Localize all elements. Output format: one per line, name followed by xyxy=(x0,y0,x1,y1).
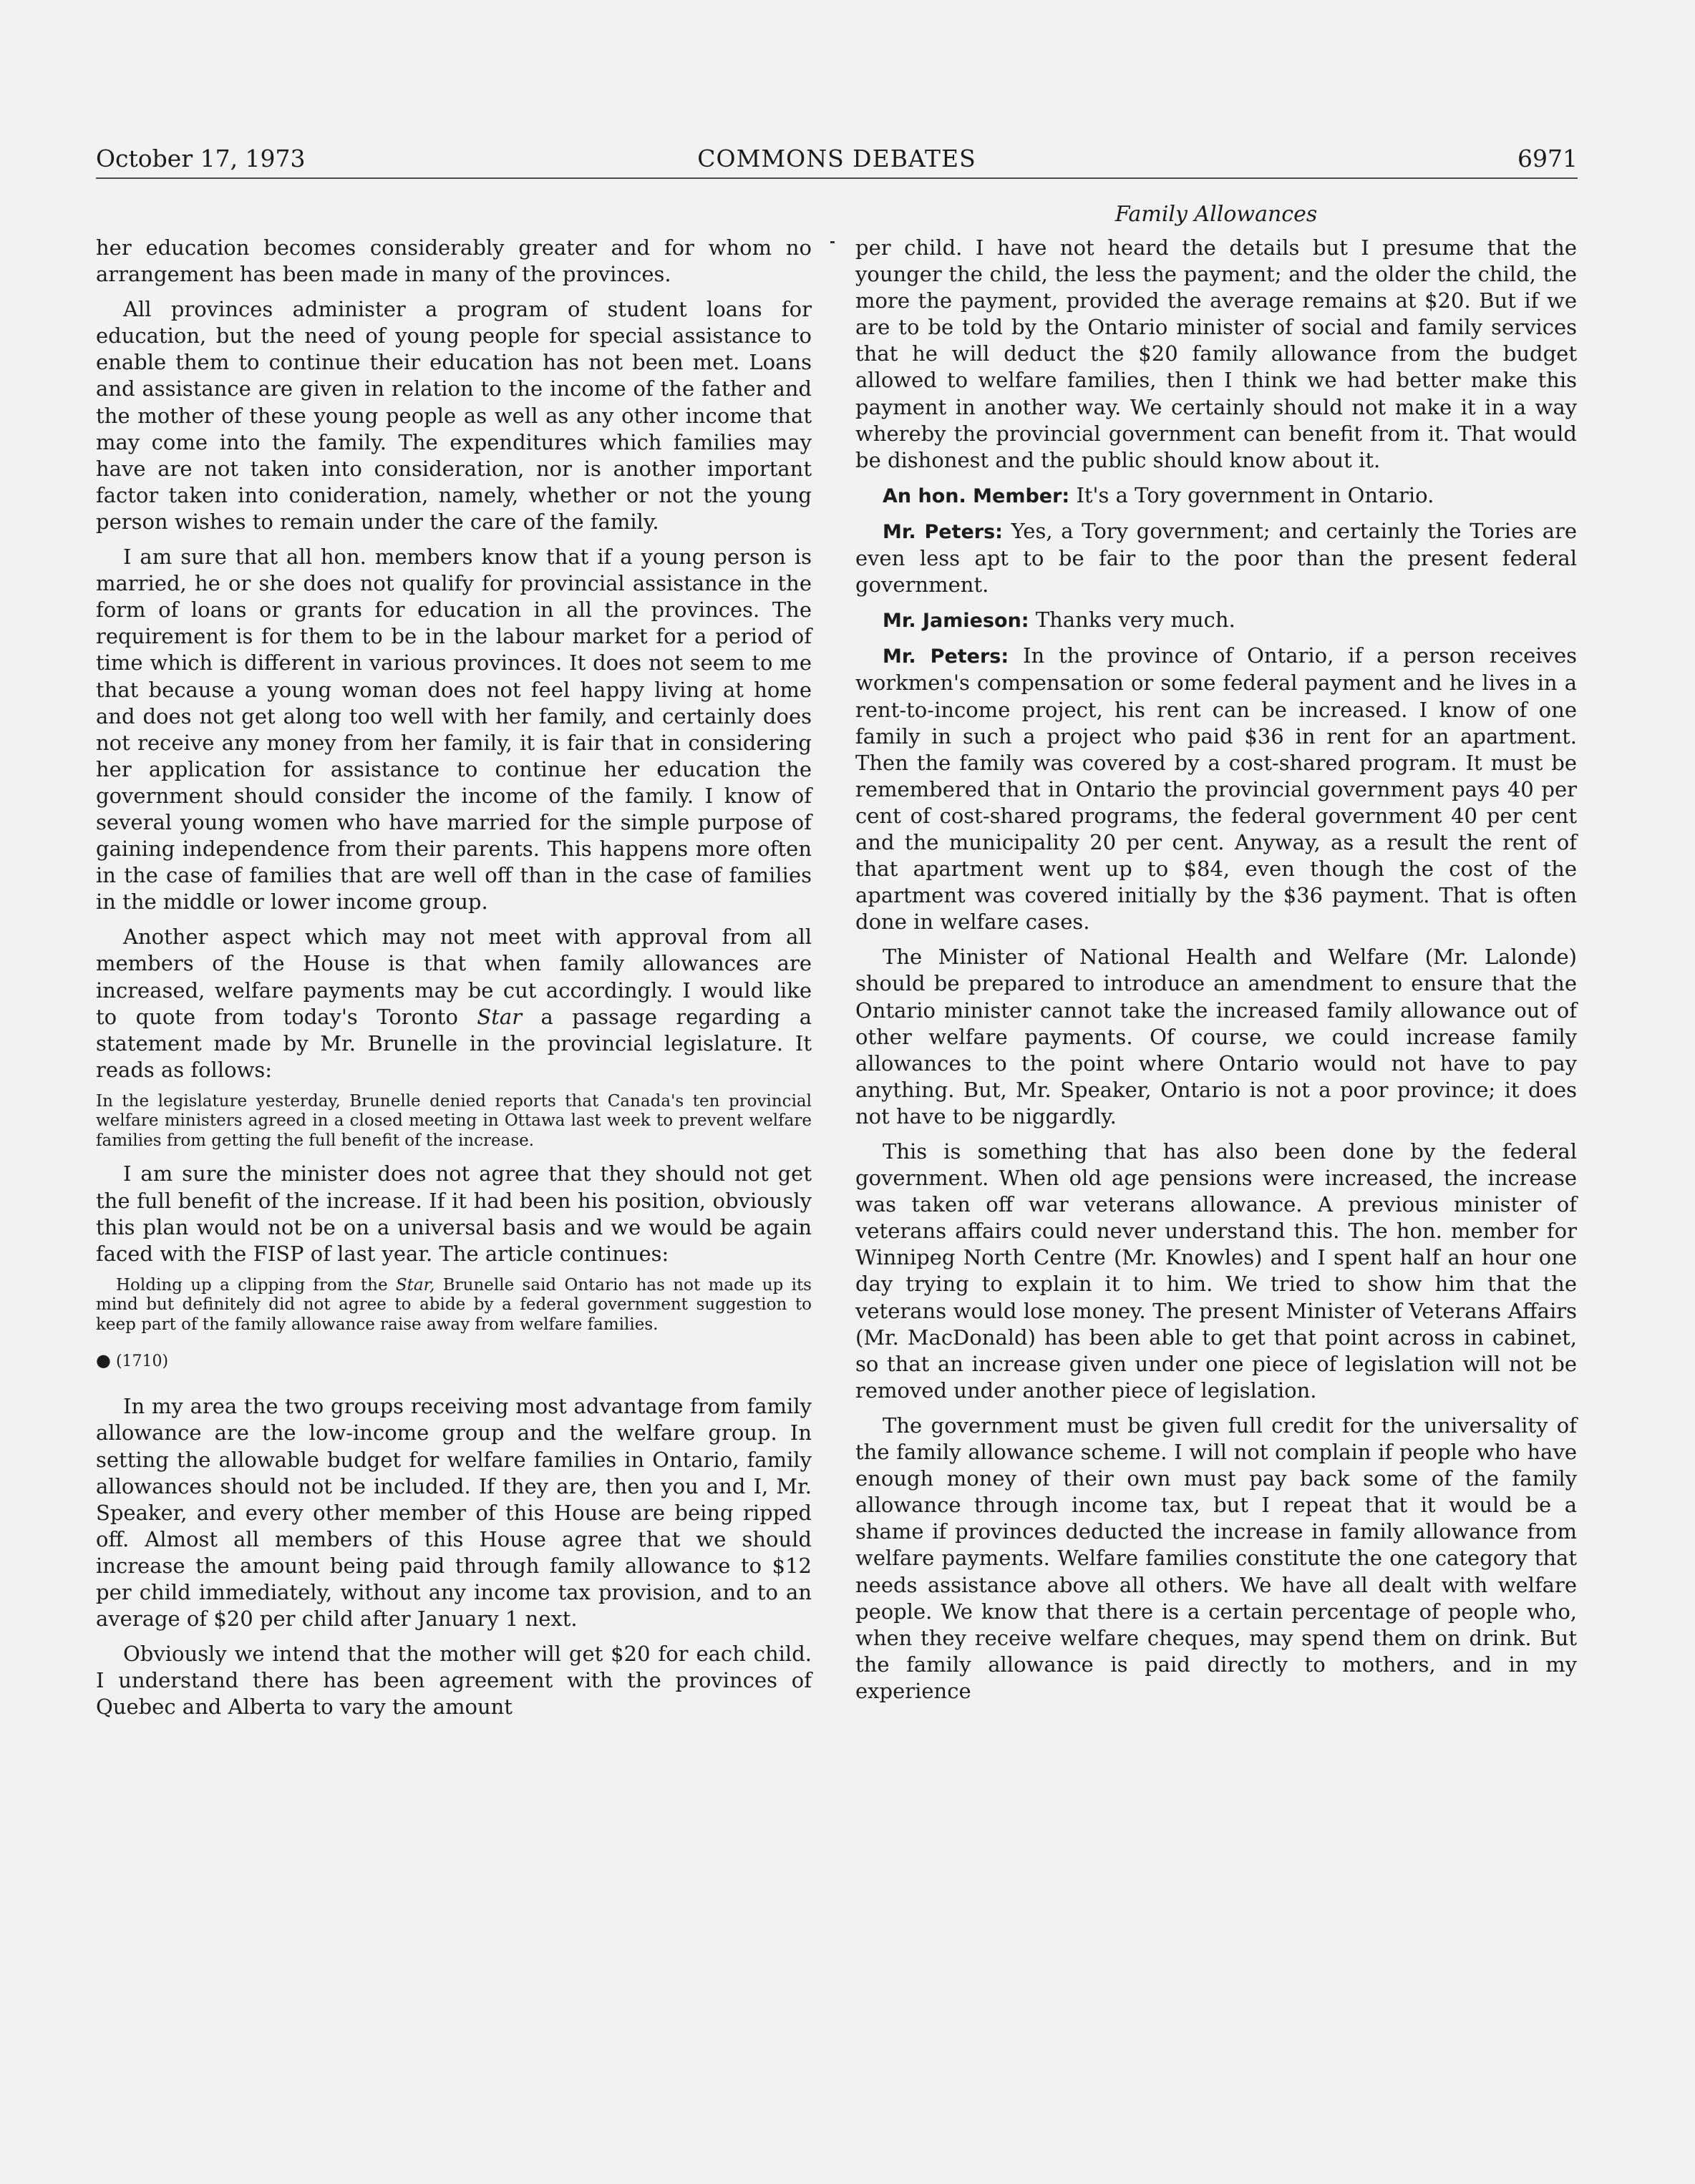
right-column xyxy=(855,235,1577,1713)
speech-text: In the province of Ontario, if a person receives workmen's compensation or some federal payment and he lives in a rent-to-income project, his rent can be increased. I know of one family in such a project who paid $36 in rent for an apartment. Then the family was covered by a cost-shared program. It must be remembered that in Ontario the provincial government pays 40 per cent of cost-shared programs, the federal government 40 per cent and the municipality 20 per cent. Anyway, as a result the rent of that apartment went up to $84, even though the cost of the apartment was covered initially by the $36 payment. That is often done in welfare cases. xyxy=(855,643,1577,935)
speech xyxy=(855,643,1577,935)
speaker-name: Mr. Peters: xyxy=(883,520,1003,543)
paragraph: per child. I have not heard the details but I presume that the younger the child, the less the payment; and the older the child, the more the payment, provided the average remains at $20. But if we are to be told by the Ontario minister of social and family services that he will deduct the $20 family allowance from the budget allowed to welfare families, then I think we had better make this payment in another way. We certainly should not make it in a way whereby the provincial government can benefit from it. That would be dishonest and the public should know about it. xyxy=(855,235,1577,472)
speech-text: It's a Tory government in Ontario. xyxy=(1069,482,1434,507)
text-run: Holding up a clipping from the xyxy=(116,1275,396,1295)
header-date: October 17, 1973 xyxy=(96,145,306,172)
newspaper-name: Star, xyxy=(395,1275,435,1295)
block-quote xyxy=(96,1276,812,1335)
page-header xyxy=(96,143,1578,179)
speech-text: Thanks very much. xyxy=(1029,608,1235,633)
time-marker xyxy=(96,1347,812,1375)
paragraph: Obviously we intend that the mother will get $20 for each child. I understand there has been agreement with the provinces of Quebec and Alberta to vary the amount xyxy=(96,1642,812,1720)
paragraph: In my area the two groups receiving most advantage from family allowance are the low-income group and the welfare group. In setting the allowable budget for welfare families in Ontario, family allowances should not be included. If they are, then you and I, Mr. Speaker, and every other member of this House are being ripped off. Almost all members of this House agree that we should increase the amount being paid through family allowance to $12 per child immediately, without any income tax provision, and to an average of $20 per child after January 1 next. xyxy=(96,1394,812,1632)
paragraph: I am sure the minister does not agree that they should not get the full benefit of the increase. If it had been his position, obviously this plan would not be on a universal basis and we would be again faced with the FISP of last year. The article continues: xyxy=(96,1161,812,1266)
paragraph: The Minister of National Health and Welfare (Mr. Lalonde) should be prepared to introduce an amendment to ensure that the Ontario minister cannot take the increased family allowance out of other welfare payments. Of course, we could increase family allowances to the point where Ontario would not have to pay anything. But, Mr. Speaker, Ontario is not a poor province; it does not have to be niggardly. xyxy=(855,945,1577,1128)
section-title: Family Allowances xyxy=(1114,202,1318,227)
text-run: Another aspect which may not meet with approval from all members of the House is that when family allowances are increased, welfare payments may be cut accordingly. I would like to quote from today's Toronto xyxy=(96,925,812,1029)
text-run: a passage regarding a statement made by Mr. Brunelle in the provincial legislature. It reads as follows: xyxy=(96,1004,812,1082)
speech-text: Yes, a Tory government; and certainly the Tories are even less apt to be fair to the poor than the present federal government. xyxy=(855,518,1578,598)
speaker-name: An hon. Member: xyxy=(883,484,1070,507)
speech xyxy=(855,607,1577,634)
paragraph: her education becomes considerably greater and for whom no arrangement has been made in many of the provinces. xyxy=(96,235,812,287)
block-quote: In the legislature yesterday, Brunelle denied reports that Canada's ten provincial welfare ministers agreed in a closed meeting in Ottawa last week to prevent welfare families from getting the full benefit of the increase. xyxy=(96,1091,812,1150)
left-column xyxy=(96,235,812,1730)
margin-mark xyxy=(830,241,835,243)
newspaper-name: Star xyxy=(477,1004,523,1029)
bullet-icon: ● xyxy=(96,1350,111,1371)
header-title: COMMONS DEBATES xyxy=(697,145,976,172)
paragraph xyxy=(96,924,812,1083)
time-stamp: (1710) xyxy=(115,1352,169,1371)
paragraph: This is something that has also been done by the federal government. When old age pensions were increased, the increase was taken off war veterans allowance. A previous minister of veterans affairs could never understand this. The hon. member for Winnipeg North Centre (Mr. Knowles) and I spent half an hour one day trying to explain it to him. We tried to show him that the veterans would lose money. The present Minister of Veterans Affairs (Mr. MacDonald) has been able to get that point across in cabinet, so that an increase given under one piece of legislation will not be removed under another piece of legislation. xyxy=(855,1139,1577,1403)
paragraph: The government must be given full credit for the universality of the family allowance scheme. I will not complain if people who have enough money of their own must pay back some of the family allowance through income tax, but I repeat that it would be a shame if provinces deducted the increase in family allowance from welfare payments. Welfare families constitute the one category that needs assistance above all others. We have all dealt with welfare people. We know that there is a certain percentage of people who, when they receive welfare cheques, may spend them on drink. But the family allowance is paid directly to mothers, and in my experience xyxy=(855,1413,1577,1703)
speech xyxy=(855,482,1577,510)
text-run: Brunelle said Ontario has not made up its mind but definitely did not agree to abide by a federal government suggestion to keep part of the family allowance raise away from welfare families. xyxy=(96,1275,812,1334)
speaker-name: Mr. Jamieson: xyxy=(883,610,1029,633)
paragraph: I am sure that all hon. members know that if a young person is married, he or she does not qualify for provincial assistance in the form of loans or grants for education in all the provinces. The requirement is for them to be in the labour market for a period of time which is different in various provinces. It does not seem to me that because a young woman does not feel happy living at home and does not get along too well with her family, and certainly does not receive any money from her family, it is fair that in considering her application for assistance to continue her education the government should consider the income of the family. I know of several young women who have married for the simple purpose of gaining independence from their parents. This happens more often in the case of families that are well off than in the case of families in the middle or lower income group. xyxy=(96,545,812,915)
speaker-name: Mr. Peters: xyxy=(883,645,1009,668)
paragraph: All provinces administer a program of student loans for education, but the need of young people for special assistance to enable them to continue their education has not been met. Loans and assistance are given in relation to the income of the father and the mother of these young people as well as any other income that may come into the family. The expenditures which families may have are not taken into consideration, nor is another important factor taken into conideration, namely, whether or not the young person wishes to remain under the care of the family. xyxy=(96,297,812,534)
header-page-number: 6971 xyxy=(1517,145,1578,172)
speech xyxy=(855,518,1577,598)
